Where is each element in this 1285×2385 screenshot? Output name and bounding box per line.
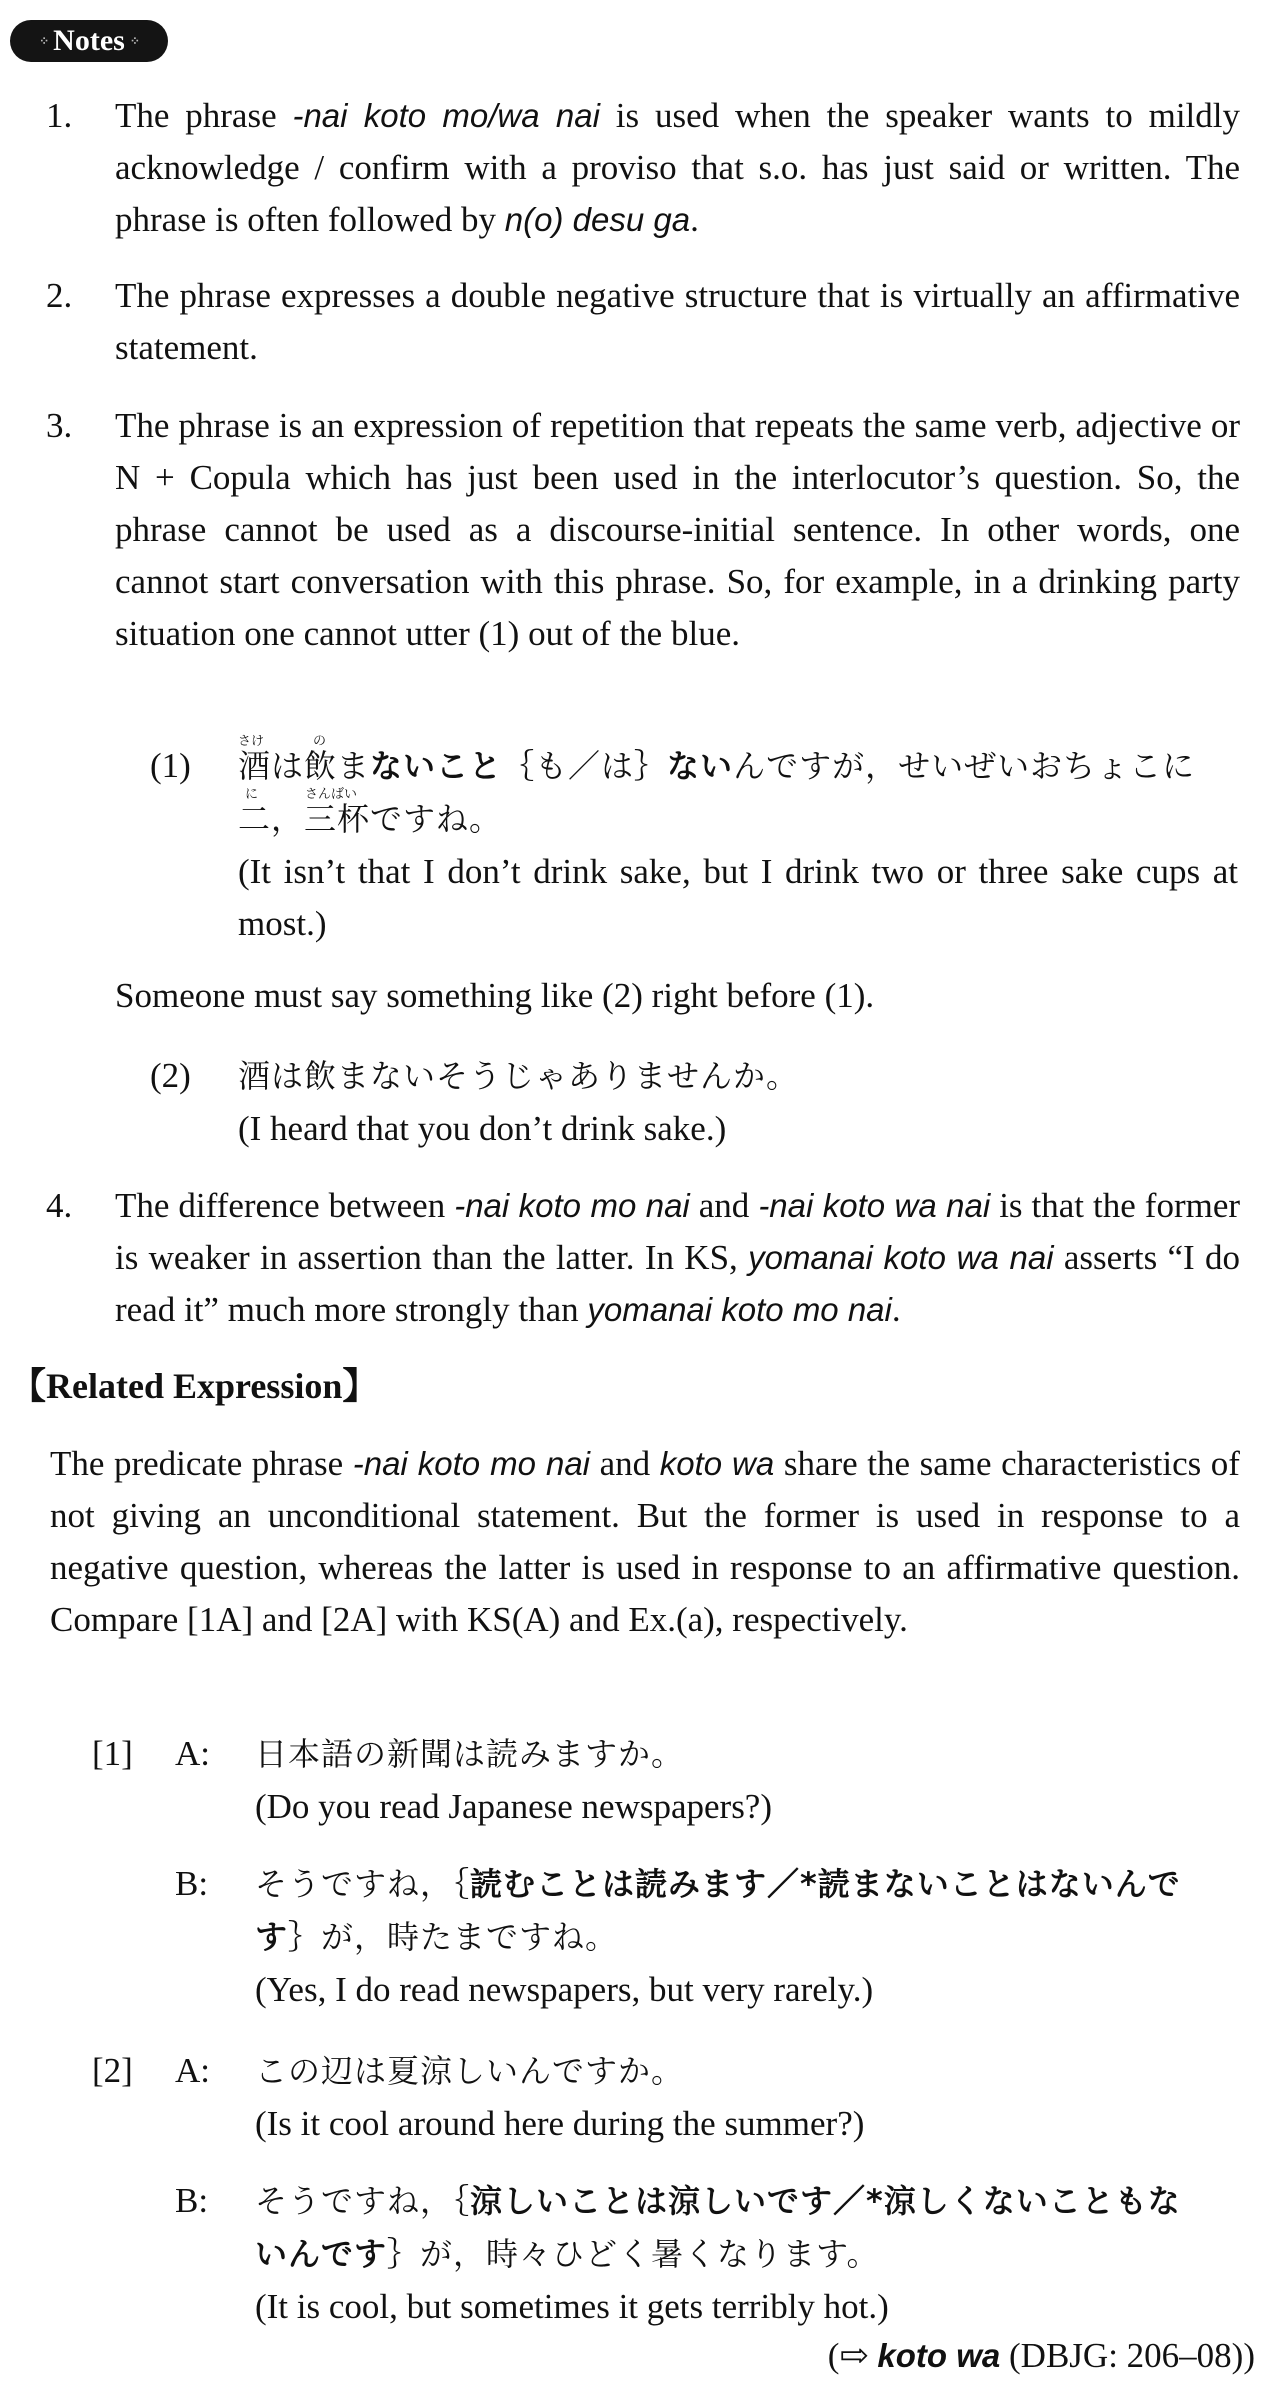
text-run: . bbox=[891, 1290, 901, 1329]
text-run: 酒は飲ま bbox=[238, 747, 371, 785]
furigana-ni: に bbox=[245, 787, 259, 802]
text-run: The predicate phrase bbox=[50, 1444, 353, 1483]
term-italic: n(o) desu ga bbox=[504, 201, 691, 238]
note-1-text bbox=[115, 90, 1240, 246]
text-run-bold: ない bbox=[667, 747, 734, 785]
furigana-no: の bbox=[313, 734, 327, 749]
dialogue-1-a-japanese: 日本語の新聞は読みますか。 bbox=[255, 1735, 685, 1773]
notes-header-badge bbox=[10, 20, 168, 62]
term-italic: -nai koto mo nai bbox=[454, 1187, 690, 1224]
text-run: (DBJG: 206–08)) bbox=[1000, 2336, 1255, 2375]
dialogue-2-b-translation: (It is cool, but sometimes it gets terribly hot.) bbox=[255, 2287, 889, 2326]
term-italic: koto wa bbox=[659, 1445, 775, 1482]
speaker-label: B: bbox=[175, 2181, 209, 2220]
dialogue-1-b-japanese-line-2 bbox=[255, 1911, 618, 1963]
text-run: ｝が，時々ひどく暑くなります。 bbox=[387, 2235, 880, 2273]
text-run: んですが，せいぜいおちょこに bbox=[733, 747, 1196, 785]
note-3-followup: Someone must say something like (2) right before (1). bbox=[115, 976, 875, 1015]
text-run: そうですね，｛ bbox=[255, 1865, 471, 1903]
text-run-bold: ないこと bbox=[370, 747, 503, 785]
text-run-bold: 涼しいことは涼しいです／*涼しくないこともな bbox=[470, 2182, 1181, 2220]
note-number: 3. bbox=[46, 406, 73, 445]
example-1-translation: (It isn’t that I don’t drink sake, but I drink two or three sake cups at most.) bbox=[238, 852, 1238, 943]
term-italic: yomanai koto mo nai bbox=[587, 1291, 892, 1328]
text-run: and bbox=[689, 1186, 759, 1225]
term-italic: -nai koto wa nai bbox=[758, 1187, 991, 1224]
dialogue-2-a-japanese: この辺は夏涼しいんですか。 bbox=[255, 2052, 685, 2090]
example-2-japanese: 酒は飲まないそうじゃありませんか。 bbox=[238, 1057, 800, 1095]
note-number: 4. bbox=[46, 1186, 73, 1225]
dialogue-2-b-japanese-line-1 bbox=[255, 2175, 1181, 2227]
dialogue-1-b-translation: (Yes, I do read newspapers, but very rarely.) bbox=[255, 1970, 874, 2009]
speaker-label: A: bbox=[175, 2051, 210, 2090]
decor-dots-left: ⁘ bbox=[39, 33, 49, 48]
text-run: The phrase bbox=[115, 96, 293, 135]
furigana-sanbai: さんばい bbox=[305, 787, 358, 802]
note-number: 2. bbox=[46, 276, 73, 315]
speaker-label: B: bbox=[175, 1864, 209, 1903]
example-2-translation: (I heard that you don’t drink sake.) bbox=[238, 1109, 727, 1148]
note-2-text: The phrase expresses a double negative structure that is virtually an affirmative statement. bbox=[115, 276, 1240, 367]
example-number: (1) bbox=[150, 746, 191, 785]
note-4-text bbox=[115, 1180, 1240, 1336]
text-run: asserts “I do read it” much more strongly than bbox=[115, 1238, 1240, 1329]
text-run: . bbox=[690, 200, 699, 239]
text-run: ｛も／は｝ bbox=[502, 747, 668, 785]
dialogue-2-b-japanese-line-2 bbox=[255, 2228, 879, 2280]
text-run: and bbox=[590, 1444, 660, 1483]
text-run-bold: 読むことは読みます／*読まないことはないんで bbox=[470, 1865, 1181, 1903]
note-3-text: The phrase is an expression of repetition that repeats the same verb, adjective or N + Copula which has just been used in the interlocutor’s question. So, the phrase cannot be used as a discourse-initial sentence. In other words, one cannot start conversation with this phrase. So, for example, in a drinking party situation one cannot utter (1) out of the blue. bbox=[115, 406, 1240, 653]
text-run: (⇨ bbox=[827, 2336, 878, 2375]
text-run: share the same characteristics of not giving an unconditional statement. But the former is used in response to a negative question, whereas the latter is used in response to an affirmative question. Compare [1A] and [2A] with KS(A) and Ex.(a), respectively. bbox=[50, 1444, 1240, 1639]
notes-header-label: Notes bbox=[53, 24, 125, 57]
example-1-japanese-line-1 bbox=[238, 740, 1248, 792]
related-expression-heading: 【Related Expression】 bbox=[10, 1366, 379, 1406]
cross-reference bbox=[828, 2330, 1255, 2382]
note-number: 1. bbox=[46, 96, 73, 135]
text-run: そうですね，｛ bbox=[255, 2182, 471, 2220]
text-run: ｝が，時たまですね。 bbox=[288, 1918, 619, 1956]
speaker-label: A: bbox=[175, 1734, 210, 1773]
related-expression-text bbox=[50, 1438, 1240, 1646]
text-run-bold: いんです bbox=[255, 2235, 388, 2273]
text-run: is that the former is weaker in assertion than the latter. In KS, bbox=[115, 1186, 1241, 1277]
furigana-sake: さけ bbox=[238, 734, 265, 749]
term-italic: yomanai koto wa nai bbox=[748, 1239, 1054, 1276]
dialogue-1-a-translation: (Do you read Japanese newspapers?) bbox=[255, 1787, 773, 1826]
dialogue-number: [1] bbox=[92, 1734, 133, 1773]
decor-dots-right: ⁘ bbox=[129, 33, 139, 48]
example-number: (2) bbox=[150, 1056, 191, 1095]
dialogue-2-a-translation: (Is it cool around here during the summer?) bbox=[255, 2104, 865, 2143]
text-run: is used when the speaker wants to mildly acknowledge / confirm with a proviso that s.o. has just said or written. The phrase is often followed by bbox=[115, 96, 1240, 239]
dialogue-1-b-japanese-line-1 bbox=[255, 1858, 1181, 1910]
term-italic: -nai koto mo/wa nai bbox=[292, 97, 600, 134]
example-1-japanese-line-2: 二，三杯ですね。 bbox=[238, 800, 503, 838]
text-run-bold: す bbox=[255, 1918, 289, 1956]
term-italic: -nai koto mo nai bbox=[352, 1445, 590, 1482]
text-run: The difference between bbox=[115, 1186, 455, 1225]
cross-reference-keyword: koto wa bbox=[877, 2337, 1001, 2374]
dialogue-number: [2] bbox=[92, 2051, 133, 2090]
